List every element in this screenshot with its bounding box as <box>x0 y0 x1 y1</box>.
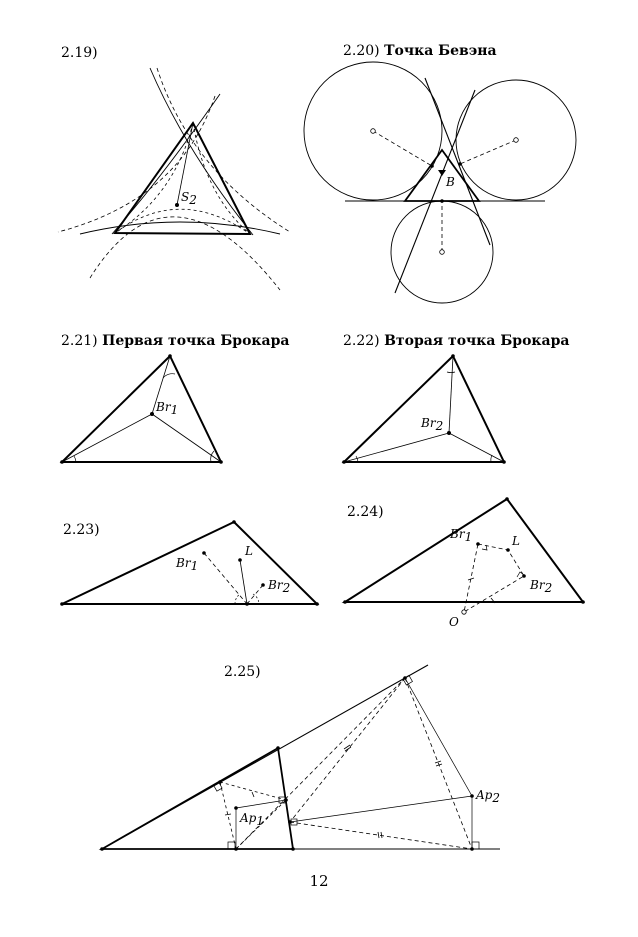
angle-arc-top <box>163 374 175 378</box>
ap1-label: Ap1 <box>240 811 264 828</box>
figure-2-20-number: 2.20) <box>343 43 380 59</box>
dashed-radius-right <box>460 140 516 164</box>
figure-2-24-drawing <box>343 497 585 629</box>
page-number: 12 <box>309 872 329 890</box>
figure-2-21-number: 2.21) <box>61 333 98 349</box>
figure-2-20-drawing <box>304 62 576 303</box>
point-br2-label: Br2 <box>421 416 444 433</box>
figure-2-22-drawing <box>342 354 506 464</box>
triangle <box>344 356 504 462</box>
figure-2-20-title: Точка Бевэна <box>384 43 497 59</box>
figure-2-25-number: 2.25) <box>224 664 261 680</box>
l-label: L <box>512 534 520 548</box>
figure-2-23-drawing <box>60 520 319 606</box>
outer-dashed-arc-right <box>157 68 290 232</box>
dashed-radius-left <box>373 131 432 166</box>
br1-label: Br1 <box>450 527 473 544</box>
triangle <box>62 356 221 462</box>
point-br1 <box>150 412 154 416</box>
figure-2-22-title: Вторая точка Брокара <box>384 333 570 349</box>
l-label: L <box>245 544 253 558</box>
point-b-marker <box>438 170 446 176</box>
br1-label: Br1 <box>176 556 199 573</box>
ap2-label: Ap2 <box>476 788 500 805</box>
figure-2-19-drawing <box>58 68 290 290</box>
figure-2-25-drawing <box>100 665 500 851</box>
point-b-label: B <box>446 175 455 189</box>
triangle <box>102 748 293 849</box>
figure-2-23-number: 2.23) <box>63 522 100 538</box>
figure-2-19-number: 2.19) <box>61 45 98 61</box>
figure-2-21-title: Первая точка Брокара <box>102 333 290 349</box>
br2-label: Br2 <box>268 578 291 595</box>
figure-2-21-drawing <box>60 354 223 464</box>
br2-label: Br2 <box>530 578 553 595</box>
o-label: O <box>449 615 459 629</box>
figure-2-22-number: 2.22) <box>343 333 380 349</box>
dashed-br2 <box>247 585 263 604</box>
point-s2-label: S2 <box>181 190 197 207</box>
point-br1-label: Br1 <box>156 400 179 417</box>
figure-2-24-number: 2.24) <box>347 504 384 520</box>
point-br2 <box>447 431 451 435</box>
point-s2 <box>175 203 179 207</box>
outer-dashed-arc-left <box>58 96 215 232</box>
